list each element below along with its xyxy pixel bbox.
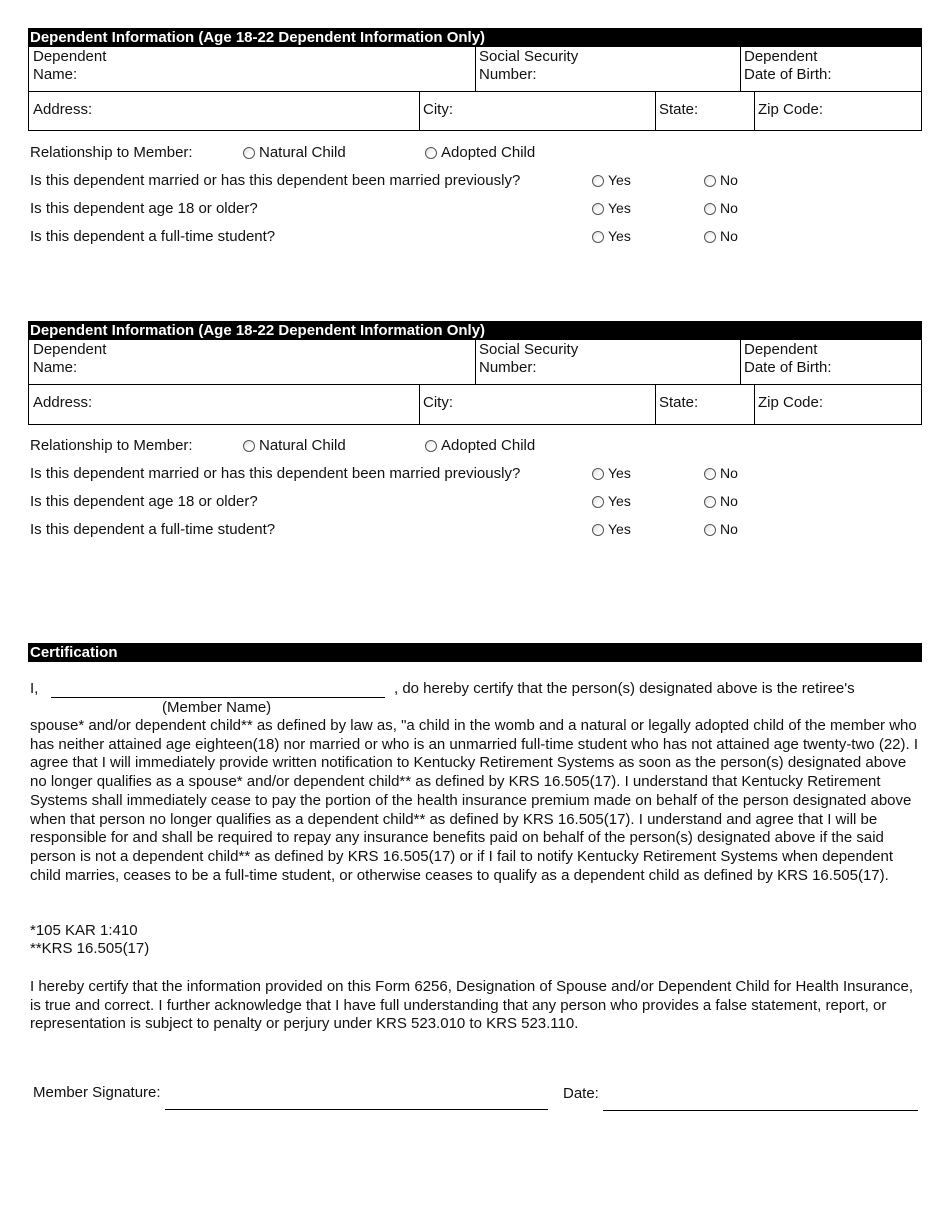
- field-label: Dependent: [33, 48, 107, 65]
- field-label: Zip Code:: [758, 394, 824, 411]
- field-label: Dependent: [744, 48, 818, 65]
- zip-field[interactable]: [754, 91, 922, 131]
- no-label: No: [720, 521, 738, 537]
- address-field[interactable]: [28, 91, 420, 131]
- adopted-child-label: Adopted Child: [441, 437, 536, 454]
- field-label: Name:: [33, 359, 78, 376]
- question-age: Is this dependent age 18 or older?: [30, 200, 258, 217]
- student-no-radio[interactable]: [704, 524, 716, 536]
- section-header: Dependent Information (Age 18-22 Dependent Information Only): [28, 321, 922, 340]
- married-yes-radio[interactable]: [592, 468, 604, 480]
- field-label: Name:: [33, 66, 78, 83]
- field-label: Date of Birth:: [744, 359, 832, 376]
- question-student: Is this dependent a full-time student?: [30, 521, 276, 538]
- married-no-radio[interactable]: [704, 468, 716, 480]
- no-label: No: [720, 172, 738, 188]
- relationship-label: Relationship to Member:: [30, 437, 193, 454]
- age-yes-radio[interactable]: [592, 496, 604, 508]
- footnote-2: **KRS 16.505(17): [30, 940, 150, 957]
- yes-label: Yes: [608, 200, 631, 216]
- field-label: Zip Code:: [758, 101, 824, 118]
- relationship-label: Relationship to Member:: [30, 144, 193, 161]
- certification-body: spouse* and/or dependent child** as defined by law as, "a child in the womb and a natural or legally adopted child of the member who has neither attained age eighteen(18) nor married or who is an unmarried full-time student who has not attained age twenty-two (22). I agree that I will immediately provide written notification to Kentucky Retirement Systems as soon as the person(s) designated above no longer qualifies as a spouse* and/or dependent child** as defined by KRS 16.505(17). I understand that Kentucky Retirement Systems shall immediately cease to pay the portion of the health insurance premium made on behalf of the person designated above when that person no longer qualifies as a dependent child** as defined by KRS 16.505(17). I understand and agree that I will be responsible for and shall be required to repay any insurance benefits paid on behalf of the person(s) designated above if the said person is not a dependent child** as defined by KRS 16.505(17) or if I fail to notify Kentucky Retirement Systems when dependent child marries, ceases to be a full-time student, or otherwise ceases to qualify as a dependent child as defined by KRS 16.505(17).: [30, 717, 918, 884]
- field-label: Address:: [33, 101, 93, 118]
- natural-child-radio[interactable]: [243, 440, 255, 452]
- natural-child-radio[interactable]: [243, 147, 255, 159]
- student-yes-radio[interactable]: [592, 524, 604, 536]
- student-no-radio[interactable]: [704, 231, 716, 243]
- state-field[interactable]: [655, 91, 755, 131]
- certify-statement-start: , do hereby certify that the person(s) designated above is the retiree's: [394, 680, 855, 697]
- age-no-radio[interactable]: [704, 203, 716, 215]
- member-name-caption: (Member Name): [162, 699, 272, 716]
- dob-field[interactable]: [740, 340, 922, 385]
- student-yes-radio[interactable]: [592, 231, 604, 243]
- date-line[interactable]: [603, 1110, 918, 1111]
- no-label: No: [720, 228, 738, 244]
- field-label: Number:: [479, 66, 537, 83]
- footnote-1: *105 KAR 1:410: [30, 922, 138, 939]
- field-label: State:: [659, 101, 699, 118]
- section-header: Dependent Information (Age 18-22 Dependent Information Only): [28, 28, 922, 47]
- field-label: Social Security: [479, 341, 579, 358]
- question-married: Is this dependent married or has this dependent been married previously?: [30, 465, 521, 482]
- field-label: Dependent: [744, 341, 818, 358]
- field-label: City:: [423, 101, 453, 118]
- field-label: State:: [659, 394, 699, 411]
- field-label: Date of Birth:: [744, 66, 832, 83]
- married-no-radio[interactable]: [704, 175, 716, 187]
- adopted-child-radio[interactable]: [425, 440, 437, 452]
- adopted-child-radio[interactable]: [425, 147, 437, 159]
- adopted-child-label: Adopted Child: [441, 144, 536, 161]
- natural-child-label: Natural Child: [259, 144, 346, 161]
- zip-field[interactable]: [754, 384, 922, 425]
- question-student: Is this dependent a full-time student?: [30, 228, 276, 245]
- age-yes-radio[interactable]: [592, 203, 604, 215]
- no-label: No: [720, 200, 738, 216]
- field-label: Social Security: [479, 48, 579, 65]
- field-label: Dependent: [33, 341, 107, 358]
- member-name-line[interactable]: [51, 697, 385, 698]
- yes-label: Yes: [608, 228, 631, 244]
- no-label: No: [720, 465, 738, 481]
- field-label: City:: [423, 394, 453, 411]
- state-field[interactable]: [655, 384, 755, 425]
- certification-header: Certification: [28, 643, 922, 662]
- signature-line[interactable]: [165, 1109, 548, 1110]
- date-label: Date:: [563, 1085, 599, 1102]
- field-label: Address:: [33, 394, 93, 411]
- ssn-field[interactable]: [475, 47, 741, 92]
- dob-field[interactable]: [740, 47, 922, 92]
- question-age: Is this dependent age 18 or older?: [30, 493, 258, 510]
- field-label: Number:: [479, 359, 537, 376]
- question-married: Is this dependent married or has this dependent been married previously?: [30, 172, 521, 189]
- yes-label: Yes: [608, 493, 631, 509]
- yes-label: Yes: [608, 521, 631, 537]
- certify-prefix: I,: [30, 680, 39, 697]
- married-yes-radio[interactable]: [592, 175, 604, 187]
- no-label: No: [720, 493, 738, 509]
- natural-child-label: Natural Child: [259, 437, 346, 454]
- age-no-radio[interactable]: [704, 496, 716, 508]
- certification-statement: I hereby certify that the information provided on this Form 6256, Designation of Spouse and/or Dependent Child for Health Insurance, is true and correct. I further acknowledge that I have full understanding that any person who provides a false statement, report, or representation is subject to penalty or perjury under KRS 523.010 to KRS 523.110.: [30, 978, 914, 1033]
- yes-label: Yes: [608, 465, 631, 481]
- address-field[interactable]: [28, 384, 420, 425]
- yes-label: Yes: [608, 172, 631, 188]
- ssn-field[interactable]: [475, 340, 741, 385]
- city-field[interactable]: [419, 384, 656, 425]
- dependent-name-field[interactable]: [28, 340, 476, 385]
- dependent-name-field[interactable]: [28, 47, 476, 92]
- city-field[interactable]: [419, 91, 656, 131]
- signature-label: Member Signature:: [33, 1084, 161, 1101]
